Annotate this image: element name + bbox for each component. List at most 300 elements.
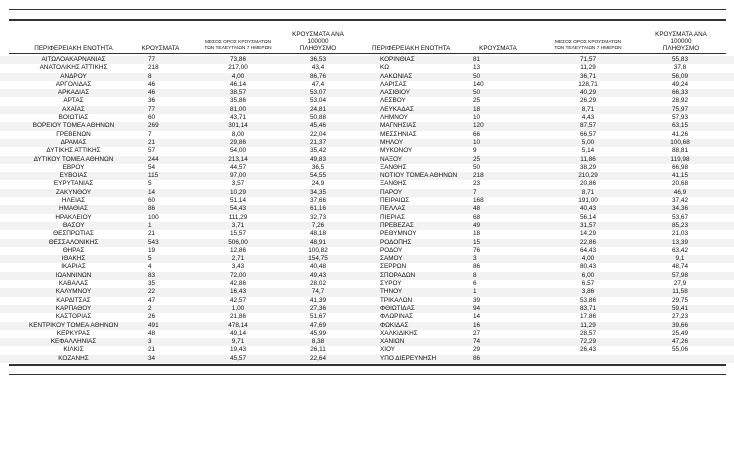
cases-right: 50 — [473, 89, 481, 97]
avg7-left: 16,43 — [230, 288, 246, 296]
table-row — [0, 322, 734, 330]
cases-left: 1 — [148, 221, 152, 229]
avg7-right: 11,29 — [580, 321, 596, 329]
region-right: ΝΑΞΟΥ — [380, 155, 403, 163]
region-left: ΙΚΑΡΙΑΣ — [61, 263, 86, 271]
region-left: ΑΙΤΩΛΟΑΚΑΡΝΑΝΙΑΣ — [41, 56, 106, 63]
per100k-right: 119,98 — [670, 155, 690, 163]
region-right: ΥΠΟ ΔΙΕΡΕΥΝΗΣΗ — [380, 354, 437, 362]
table-row — [0, 239, 734, 247]
table-row — [0, 305, 734, 313]
avg7-right: 11,86 — [580, 155, 596, 163]
cases-right: 74 — [473, 338, 481, 346]
footer-rule — [9, 374, 726, 375]
per100k-right: 29,75 — [672, 296, 688, 304]
region-right: ΦΘΙΩΤΙΔΑΣ — [380, 304, 415, 312]
avg7-left: 81,00 — [230, 105, 246, 113]
per100k-left: 47,4 — [311, 80, 325, 88]
table-row — [0, 97, 734, 105]
avg7-right: 53,86 — [580, 296, 596, 304]
region-right: ΡΟΔΟΠΗΣ — [380, 238, 412, 246]
header-region-right: ΠΕΡΙΦΕΡΕΙΑΚΗ ΕΝΟΤΗΤΑ — [372, 45, 451, 52]
cases-left: 244 — [148, 155, 159, 163]
per100k-right: 11,58 — [672, 288, 688, 296]
table-row — [0, 106, 734, 114]
cases-left: 34 — [148, 354, 156, 362]
region-left: ΚΟΖΑΝΗΣ — [58, 354, 89, 362]
per100k-right: 57,98 — [672, 271, 688, 279]
per100k-left: 21,37 — [310, 138, 326, 146]
region-left: ΒΟΡΕΙΟΥ ΤΟΜΕΑ ΑΘΗΝΩΝ — [32, 122, 115, 130]
region-left: ΕΥΡΥΤΑΝΙΑΣ — [53, 180, 94, 188]
region-right: ΠΡΕΒΕΖΑΣ — [380, 221, 414, 229]
region-left: ΘΕΣΣΑΛΟΝΙΚΗΣ — [48, 238, 99, 246]
per100k-left: 22,04 — [310, 130, 326, 138]
table-row — [0, 355, 734, 363]
per100k-right: 47,26 — [672, 338, 688, 346]
cases-right: 8 — [473, 271, 477, 279]
avg7-right: 8,71 — [581, 188, 595, 196]
avg7-left: 38,57 — [230, 89, 246, 97]
region-left: ΑΡΓΟΛΙΔΑΣ — [55, 80, 92, 88]
region-right: ΛΑΣΙΘΙΟΥ — [380, 89, 411, 97]
cases-left: 22 — [148, 288, 156, 296]
avg7-right: 87,57 — [580, 122, 596, 130]
per100k-right: 55,83 — [672, 56, 688, 63]
avg7-right: 66,57 — [580, 130, 596, 138]
avg7-left: 2,71 — [231, 255, 245, 263]
header-bottom-rule — [9, 53, 726, 54]
region-right: ΝΟΤΙΟΥ ΤΟΜΕΑ ΑΘΗΝΩΝ — [380, 172, 458, 180]
cases-left: 3 — [148, 338, 152, 346]
region-right: ΤΡΙΚΑΛΩΝ — [380, 296, 413, 304]
per100k-left: 36,53 — [310, 56, 326, 63]
per100k-right: 37,8 — [673, 64, 687, 72]
per100k-left: 50,88 — [310, 114, 326, 122]
per100k-left: 48,18 — [310, 230, 326, 238]
per100k-right: 49,24 — [672, 80, 688, 88]
cases-right: 18 — [473, 230, 481, 238]
region-right: ΠΕΛΛΑΣ — [380, 205, 406, 213]
avg7-right: 11,29 — [580, 64, 596, 72]
table-row — [0, 255, 734, 263]
table-row — [0, 81, 734, 89]
region-left: ΑΝΔΡΟΥ — [60, 72, 87, 80]
region-right: ΣΠΟΡΑΔΩΝ — [380, 271, 416, 279]
table-row — [0, 64, 734, 72]
cases-right: 120 — [473, 122, 484, 130]
cases-right: 66 — [473, 130, 481, 138]
per100k-left: 41,39 — [310, 296, 326, 304]
table-row — [0, 288, 734, 296]
per100k-left: 24,81 — [310, 105, 326, 113]
region-right: ΦΩΚΙΔΑΣ — [380, 321, 409, 329]
cases-right: 27 — [473, 329, 481, 337]
per100k-right: 41,26 — [672, 130, 688, 138]
avg7-left: 73,86 — [230, 56, 246, 63]
cases-left: 491 — [148, 321, 159, 329]
cases-right: 29 — [473, 346, 481, 354]
per100k-right: 59,41 — [672, 304, 688, 312]
per100k-right: 100,68 — [670, 138, 690, 146]
avg7-right: 64,43 — [580, 246, 596, 254]
cases-right: 3 — [473, 255, 477, 263]
cases-right: 18 — [473, 105, 481, 113]
table-row — [0, 338, 734, 346]
avg7-right: 128,71 — [578, 80, 598, 88]
header-cases-right: ΚΡΟΥΣΜΑΤΑ — [479, 45, 517, 52]
cases-left: 4 — [148, 263, 152, 271]
table-row — [0, 280, 734, 288]
per100k-right: 66,33 — [672, 89, 688, 97]
avg7-right: 14,29 — [580, 230, 596, 238]
per100k-right: 9,1 — [675, 255, 685, 263]
avg7-left: 3,71 — [231, 221, 245, 229]
avg7-left: 8,00 — [231, 130, 245, 138]
region-left: ΘΕΣΠΡΩΤΙΑΣ — [53, 230, 94, 238]
cases-left: 19 — [148, 246, 156, 254]
cases-left: 60 — [148, 114, 156, 122]
region-left: ΔΥΤΙΚΟΥ ΤΟΜΕΑ ΑΘΗΝΩΝ — [33, 155, 114, 163]
avg7-left: 35,86 — [230, 97, 246, 105]
cases-right: 140 — [473, 80, 484, 88]
per100k-right: 63,42 — [672, 246, 688, 254]
region-right: ΜΕΣΣΗΝΙΑΣ — [380, 130, 417, 138]
avg7-right: 40,43 — [580, 205, 596, 213]
header-cases-left: ΚΡΟΥΣΜΑΤΑ — [141, 45, 180, 52]
per100k-left: 37,66 — [310, 197, 326, 205]
per100k-left: 61,16 — [310, 205, 326, 213]
cases-right: 168 — [473, 197, 484, 205]
region-right: ΠΕΙΡΑΙΩΣ — [380, 197, 410, 205]
per100k-right: 75,97 — [672, 105, 688, 113]
region-right: ΜΑΓΝΗΣΙΑΣ — [380, 122, 417, 130]
header-region-left: ΠΕΡΙΦΕΡΕΙΑΚΗ ΕΝΟΤΗΤΑ — [34, 45, 113, 52]
per100k-right: 56,09 — [672, 72, 688, 80]
avg7-left: 29,86 — [230, 138, 246, 146]
avg7-left: 42,86 — [230, 280, 246, 288]
cases-right: 25 — [473, 97, 481, 105]
cases-right: 16 — [473, 321, 481, 329]
region-right: ΚΩ — [380, 64, 390, 72]
region-left: ΘΗΡΑΣ — [62, 246, 85, 254]
avg7-right: 5,00 — [581, 138, 595, 146]
cases-right: 48 — [473, 205, 481, 213]
avg7-left: 42,57 — [230, 296, 246, 304]
region-left: ΗΛΕΙΑΣ — [61, 197, 86, 205]
avg7-right: 26,43 — [580, 346, 596, 354]
region-right: ΧΙΟΥ — [380, 346, 396, 354]
avg7-left: 97,00 — [230, 172, 246, 180]
cases-right: 15 — [473, 238, 481, 246]
avg7-left: 478,14 — [228, 321, 248, 329]
table-row — [0, 272, 734, 280]
region-right: ΠΑΡΟΥ — [380, 188, 403, 196]
per100k-left: 8,38 — [311, 338, 325, 346]
avg7-right: 56,14 — [580, 213, 596, 221]
region-left: ΙΩΑΝΝΙΝΩΝ — [55, 271, 92, 279]
per100k-left: 49,83 — [310, 155, 326, 163]
table-row — [0, 247, 734, 255]
cases-left: 83 — [148, 271, 156, 279]
cases-left: 21 — [148, 346, 156, 354]
region-left: ΚΕΦΑΛΛΗΝΙΑΣ — [50, 338, 97, 346]
per100k-right: 63,15 — [672, 122, 688, 130]
cases-right: 7 — [473, 188, 477, 196]
table-row — [0, 172, 734, 180]
per100k-right: 66,98 — [672, 163, 688, 171]
cases-left: 47 — [148, 296, 156, 304]
per100k-left: 7,26 — [311, 221, 325, 229]
region-left: ΔΡΑΜΑΣ — [60, 138, 87, 146]
avg7-right: 6,57 — [581, 280, 595, 288]
avg7-left: 15,57 — [230, 230, 246, 238]
region-left: ΚΑΡΠΑΘΟΥ — [55, 304, 92, 312]
avg7-right: 4,00 — [581, 255, 595, 263]
cases-right: 86 — [473, 263, 481, 271]
avg7-left: 213,14 — [228, 155, 248, 163]
avg7-left: 9,71 — [231, 338, 245, 346]
cases-left: 14 — [148, 188, 156, 196]
per100k-left: 32,73 — [310, 213, 326, 221]
avg7-left: 21,86 — [230, 313, 246, 321]
avg7-left: 72,00 — [230, 271, 246, 279]
cases-left: 26 — [148, 313, 156, 321]
cases-left: 77 — [148, 105, 156, 113]
per100k-right: 46,9 — [673, 188, 687, 196]
cases-left: 36 — [148, 97, 156, 105]
cases-left: 218 — [148, 64, 159, 72]
table-row — [0, 313, 734, 321]
data-table — [0, 56, 734, 363]
avg7-right: 6,00 — [581, 271, 595, 279]
cases-left: 86 — [148, 205, 156, 213]
per100k-left: 45,99 — [310, 329, 326, 337]
avg7-left: 3,57 — [231, 180, 245, 188]
region-right: ΤΗΝΟΥ — [380, 288, 403, 296]
region-left: ΗΜΑΘΙΑΣ — [58, 205, 89, 213]
cases-right: 25 — [473, 155, 481, 163]
avg7-right: 8,71 — [581, 105, 595, 113]
cases-right: 49 — [473, 221, 481, 229]
per100k-left: 100,82 — [308, 246, 328, 254]
cases-left: 54 — [148, 163, 156, 171]
header-avg7-right: ΜΕΣΟΣ ΟΡΟΣ ΚΡΟΥΣΜΑΤΩΝ ΤΩΝ ΤΕΛΕΥΤΑΙΩΝ 7 ΗΜΕΡΩΝ — [554, 40, 622, 51]
region-right: ΛΗΜΝΟΥ — [380, 114, 408, 122]
per100k-right: 53,67 — [672, 213, 688, 221]
region-left: ΔΥΤΙΚΗΣ ΑΤΤΙΚΗΣ — [46, 147, 101, 155]
per100k-left: 24,9 — [311, 180, 325, 188]
avg7-left: 44,57 — [230, 163, 246, 171]
per100k-left: 51,67 — [310, 313, 326, 321]
table-row — [0, 114, 734, 122]
header-top-rule — [9, 19, 726, 21]
cases-left: 5 — [148, 255, 152, 263]
cases-right: 10 — [473, 114, 481, 122]
cases-left: 2 — [148, 304, 152, 312]
cases-left: 21 — [148, 230, 156, 238]
cases-right: 76 — [473, 246, 481, 254]
avg7-left: 301,14 — [228, 122, 248, 130]
region-right: ΧΑΛΚΙΔΙΚΗΣ — [380, 329, 418, 337]
table-row — [0, 89, 734, 97]
avg7-right: 38,29 — [580, 163, 596, 171]
avg7-left: 10,29 — [230, 188, 246, 196]
region-right: ΜΗΛΟΥ — [380, 138, 404, 146]
cases-right: 9 — [473, 147, 477, 155]
per100k-left: 43,4 — [311, 64, 325, 72]
table-row — [0, 122, 734, 130]
avg7-left: 45,57 — [230, 354, 246, 362]
region-left: ΚΕΡΚΥΡΑΣ — [56, 329, 91, 337]
region-right: ΡΕΘΥΜΝΟΥ — [380, 230, 417, 238]
region-right: ΚΟΡΙΝΘΙΑΣ — [380, 56, 415, 63]
per100k-right: 34,36 — [672, 205, 688, 213]
region-left: ΑΧΑΪΑΣ — [62, 105, 85, 113]
avg7-right: 210,29 — [578, 172, 598, 180]
region-right: ΛΑΚΩΝΙΑΣ — [380, 72, 413, 80]
cases-left: 77 — [148, 56, 156, 63]
cases-left: 543 — [148, 238, 159, 246]
per100k-right: 85,23 — [672, 221, 688, 229]
cases-left: 60 — [148, 197, 156, 205]
region-left: ΓΡΕΒΕΝΩΝ — [56, 130, 91, 138]
region-right: ΡΟΔΟΥ — [380, 246, 403, 254]
cases-left: 57 — [148, 147, 156, 155]
avg7-left: 19,43 — [230, 346, 246, 354]
region-right: ΣΑΜΟΥ — [380, 255, 403, 263]
cases-right: 14 — [473, 313, 481, 321]
region-left: ΚΙΛΚΙΣ — [63, 346, 84, 354]
avg7-left: 51,14 — [230, 197, 246, 205]
per100k-left: 48,91 — [310, 238, 326, 246]
per100k-left: 28,02 — [310, 280, 326, 288]
per100k-right: 55,06 — [672, 346, 688, 354]
avg7-right: 80,43 — [580, 263, 596, 271]
per100k-left: 26,11 — [310, 346, 326, 354]
region-left: ΕΥΒΟΙΑΣ — [59, 172, 88, 180]
avg7-left: 54,43 — [230, 205, 246, 213]
per100k-left: 36,5 — [311, 163, 325, 171]
cases-right: 94 — [473, 304, 481, 312]
table-row — [0, 205, 734, 213]
avg7-right: 4,43 — [581, 114, 595, 122]
region-right: ΛΕΣΒΟΥ — [380, 97, 406, 105]
avg7-right: 28,57 — [580, 329, 596, 337]
per100k-left: 22,64 — [310, 354, 326, 362]
header-per100k-right: ΚΡΟΥΣΜΑΤΑ ΑΝΑ 100000 ΠΛΗΘΥΣΜΟ — [655, 31, 707, 52]
region-left: ΗΡΑΚΛΕΙΟΥ — [55, 213, 92, 221]
avg7-right: 5,14 — [581, 147, 595, 155]
cases-left: 46 — [148, 89, 156, 97]
region-right: ΛΑΡΙΣΑΣ — [380, 80, 407, 88]
region-left: ΚΑΒΑΛΑΣ — [58, 280, 89, 288]
per100k-left: 74,7 — [311, 288, 325, 296]
avg7-right: 26,29 — [580, 97, 596, 105]
table-row — [0, 56, 734, 64]
region-left: ΘΑΣΟΥ — [62, 221, 85, 229]
avg7-left: 111,29 — [228, 213, 248, 221]
table-row — [0, 147, 734, 155]
cases-left: 115 — [148, 172, 159, 180]
table-row — [0, 263, 734, 271]
per100k-right: 48,74 — [672, 263, 688, 271]
table-row — [0, 197, 734, 205]
table-row — [0, 73, 734, 81]
region-left: ΒΟΙΩΤΙΑΣ — [58, 114, 89, 122]
cases-right: 68 — [473, 213, 481, 221]
bottom-rule — [9, 364, 726, 366]
cases-right: 1 — [473, 288, 477, 296]
per100k-left: 154,75 — [308, 255, 328, 263]
header-per100k-left: ΚΡΟΥΣΜΑΤΑ ΑΝΑ 100000 ΠΛΗΘΥΣΜΟ — [292, 31, 344, 52]
per100k-left: 45,46 — [310, 122, 326, 130]
cases-left: 269 — [148, 122, 159, 130]
per100k-right: 57,93 — [672, 114, 688, 122]
cases-left: 35 — [148, 280, 156, 288]
avg7-left: 46,14 — [230, 80, 246, 88]
region-left: ΙΘΑΚΗΣ — [61, 255, 86, 263]
per100k-right: 39,66 — [672, 321, 688, 329]
region-left: ΚΑΛΥΜΝΟΥ — [55, 288, 92, 296]
region-left: ΑΡΤΑΣ — [63, 97, 84, 105]
avg7-left: 49,14 — [230, 329, 246, 337]
per100k-left: 34,35 — [310, 188, 326, 196]
cases-right: 81 — [473, 56, 481, 63]
table-row — [0, 131, 734, 139]
table-row — [0, 164, 734, 172]
avg7-left: 506,00 — [228, 238, 248, 246]
avg7-right: 17,86 — [580, 313, 596, 321]
per100k-left: 86,76 — [310, 72, 326, 80]
avg7-right: 72,29 — [580, 338, 596, 346]
per100k-right: 25,49 — [672, 329, 688, 337]
header-avg7-left: ΜΕΣΟΣ ΟΡΟΣ ΚΡΟΥΣΜΑΤΩΝ ΤΩΝ ΤΕΛΕΥΤΑΙΩΝ 7 ΗΜΕΡΩΝ — [204, 40, 272, 51]
top-rule — [9, 9, 726, 10]
table-row — [0, 230, 734, 238]
cases-right: 39 — [473, 296, 481, 304]
per100k-right: 21,03 — [672, 230, 688, 238]
region-right: ΞΑΝΘΗΣ — [380, 180, 407, 188]
table-row — [0, 222, 734, 230]
region-right: ΜΥΚΟΝΟΥ — [380, 147, 413, 155]
table-row — [0, 189, 734, 197]
cases-left: 8 — [148, 72, 152, 80]
avg7-left: 54,00 — [230, 147, 246, 155]
region-right: ΣΥΡΟΥ — [380, 280, 402, 288]
avg7-right: 71,57 — [580, 56, 596, 63]
avg7-right: 22,86 — [580, 238, 596, 246]
avg7-right: 20,86 — [580, 180, 596, 188]
avg7-right: 31,57 — [580, 221, 596, 229]
region-left: ΚΕΝΤΡΙΚΟΥ ΤΟΜΕΑ ΑΘΗΝΩΝ — [28, 321, 119, 329]
avg7-left: 4,00 — [231, 72, 245, 80]
cases-right: 86 — [473, 354, 481, 362]
per100k-left: 35,42 — [310, 147, 326, 155]
region-left: ΕΒΡΟΥ — [62, 163, 85, 171]
cases-left: 21 — [148, 138, 156, 146]
cases-right: 23 — [473, 180, 481, 188]
per100k-right: 13,39 — [672, 238, 688, 246]
region-right: ΞΑΝΘΗΣ — [380, 163, 407, 171]
avg7-right: 191,00 — [578, 197, 598, 205]
cases-right: 50 — [473, 72, 481, 80]
table-row — [0, 156, 734, 164]
table-row — [0, 214, 734, 222]
per100k-left: 53,07 — [310, 89, 326, 97]
per100k-left: 49,43 — [310, 271, 326, 279]
table-row — [0, 346, 734, 354]
